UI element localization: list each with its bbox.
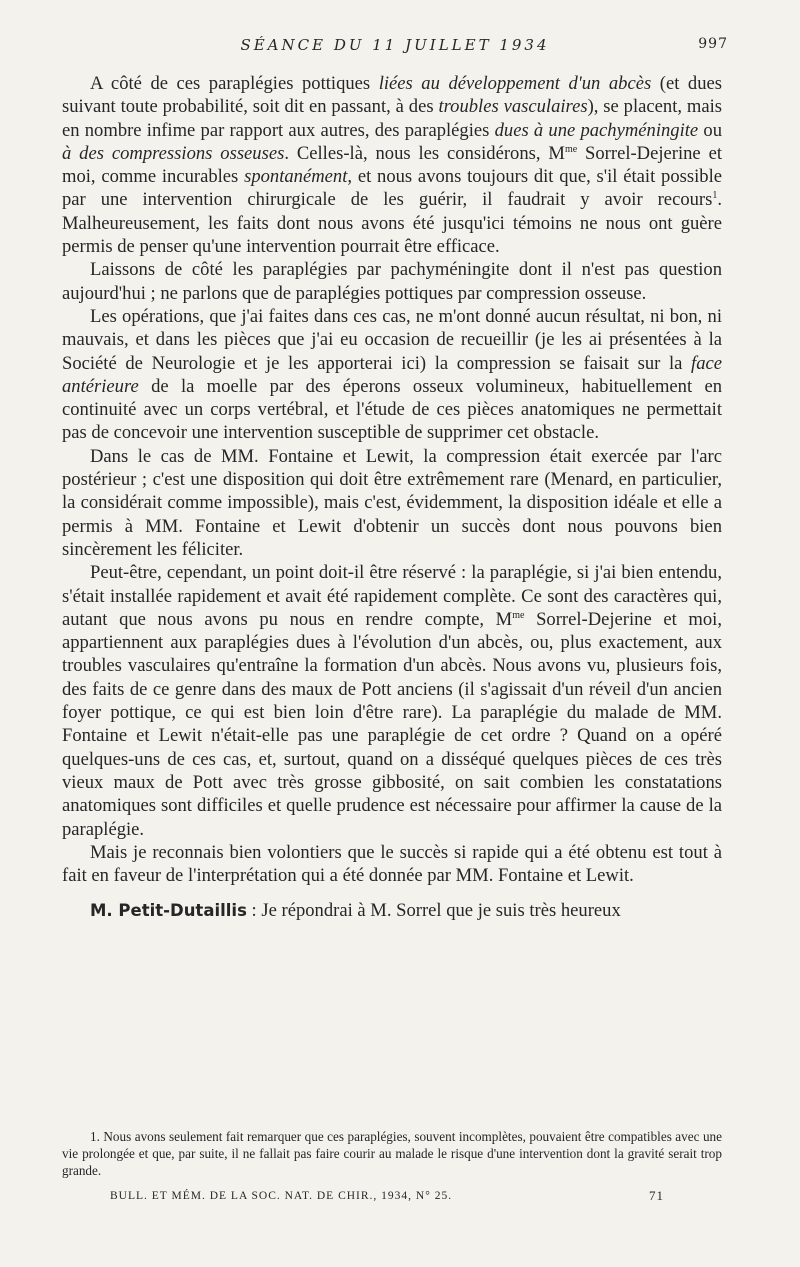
italic-text: dues à une pachyméningite (494, 119, 699, 141)
speaker-paragraph (62, 899, 722, 922)
text-run: A côté de ces paraplégies pottiques (90, 73, 379, 94)
paragraph (62, 445, 722, 561)
running-header (62, 36, 728, 60)
running-title: SÉANCE DU 11 JUILLET 1934 (240, 36, 550, 54)
italic-text: à des compressions osseuses (62, 142, 285, 164)
page-footer (62, 1188, 722, 1208)
text-run: Les opérations, que j'ai faites dans ces cas, ne m'ont donné aucun résultat, ni bon, ni mauvais, et dans les pièces que j'ai eu occasion de recueillir (je les ai présentées à la Société de Neurologie et je les apporterai ici) la compression se faisait sur la (62, 305, 722, 374)
italic-text: face antérieure (62, 352, 722, 397)
page-number: 997 (698, 36, 728, 52)
text-run: Laissons de côté les paraplégies par pachyméningite dont il n'est pas question aujourd'hui ; ne parlons que de paraplégies pottiques par compression osseuse. (62, 259, 722, 304)
paragraph (62, 72, 722, 258)
paragraph (62, 305, 722, 445)
paragraph (62, 841, 722, 888)
sheet-number: 71 (649, 1188, 664, 1203)
italic-text: liées au développement d'un abcès (378, 73, 652, 94)
text-run: . Malheureusement, les faits dont nous avons été jusqu'ici témoins ne nous ont guère permis de penser qu'une intervention pourrait être efficace. (62, 189, 722, 258)
superscript: 1 (712, 190, 718, 202)
text-run: Peut-être, cependant, un point doit-il être réservé : la paraplégie, si j'ai bien entendu, s'était installée rapidement et avait été rapidement complète. Ce sont des caractères qui, autant que nous avons pu nous en rendre compte, M (62, 562, 722, 630)
superscript: me (512, 609, 525, 621)
text-run: Sorrel-Dejerine et moi, appartiennent aux paraplégies dues à l'évolution d'un abcès, ou, plus exactement, aux troubles vasculaires qu'entraîne la formation d'un abcès. Nous avons vu, plusieurs fois, des faits de ce genre dans des maux de Pott anciens (il s'agissait d'un réveil d'un ancien foyer pottique, ce qui est bien loin d'être rare). La paraplégie du malade de MM. Fontaine et Lewit n'était-elle pas une paraplégie de cet ordre ? Quand on a opéré quelques-uns de ces cas, et, surtout, quand on a disséqué quelques pièces de ces très vieux maux de Pott avec très grosse gibbosité, on sait combien les constatations anatomiques sont difficiles et quelle prudence est nécessaire pour affirmer la cause de la paraplégie. (62, 608, 722, 840)
italic-text: troubles vasculaires (438, 96, 588, 118)
text-run: ou (698, 119, 722, 141)
text-run: de la moelle par des éperons osseux volumineux, habituellement en continuité avec un corps vertébral, et l'étude de ces pièces anatomiques ne permettait pas de concevoir une intervention susceptible de supprimer cet obstacle. (62, 375, 722, 444)
text-run: ), se placent, mais en nombre infime par rapport aux autres, des paraplégies (62, 96, 723, 141)
paragraph (62, 561, 722, 841)
body-text (62, 72, 722, 923)
speaker-name: M. Petit-Dutaillis (90, 901, 247, 921)
italic-text: spontanément (244, 166, 348, 188)
footnote: 1. Nous avons seulement fait remarquer que ces paraplégies, souvent incomplètes, pouvaient être compatibles avec une vie prolongée et que, par suite, il ne fallait pas faire courir au malade le risque d'une intervention dont la gravité serait trop grande. (62, 1129, 722, 1179)
text-run: Dans le cas de MM. Fontaine et Lewit, la compression était exercée par l'arc postérieur ; c'est une disposition qui doit être extrêmement rare (Menard, en particulier, la considérait comme impossible), mais c'est, évidemment, la disposition idéale et elle a permis à MM. Fontaine et Lewit d'obtenir un succès dont nous pouvons bien sincèrement les féliciter. (62, 445, 722, 560)
superscript: me (564, 143, 578, 155)
speaker-text: : Je répondrai à M. Sorrel que je suis très heureux (246, 900, 621, 922)
text-run: Sorrel-Dejerine et moi, comme incurables (62, 142, 722, 188)
text-run: , et nous avons toujours dit que, s'il était possible par une intervention chirurgicale de les guérir, il faudrait y avoir recours (62, 166, 722, 211)
paragraph (62, 258, 722, 305)
text-run: . Celles-là, nous les considérons, M (284, 142, 565, 164)
footnote-area (62, 1128, 722, 1180)
paragraph-list (62, 72, 722, 887)
text-run: (et dues suivant toute probabilité, soit dit en passant, à des (62, 73, 722, 118)
journal-citation: BULL. ET MÉM. DE LA SOC. NAT. DE CHIR., 1934, N° 25. (110, 1190, 453, 1202)
text-run: Mais je reconnais bien volontiers que le succès si rapide qui a été obtenu est tout à fait en faveur de l'interprétation qui a été donnée par MM. Fontaine et Lewit. (62, 841, 722, 887)
